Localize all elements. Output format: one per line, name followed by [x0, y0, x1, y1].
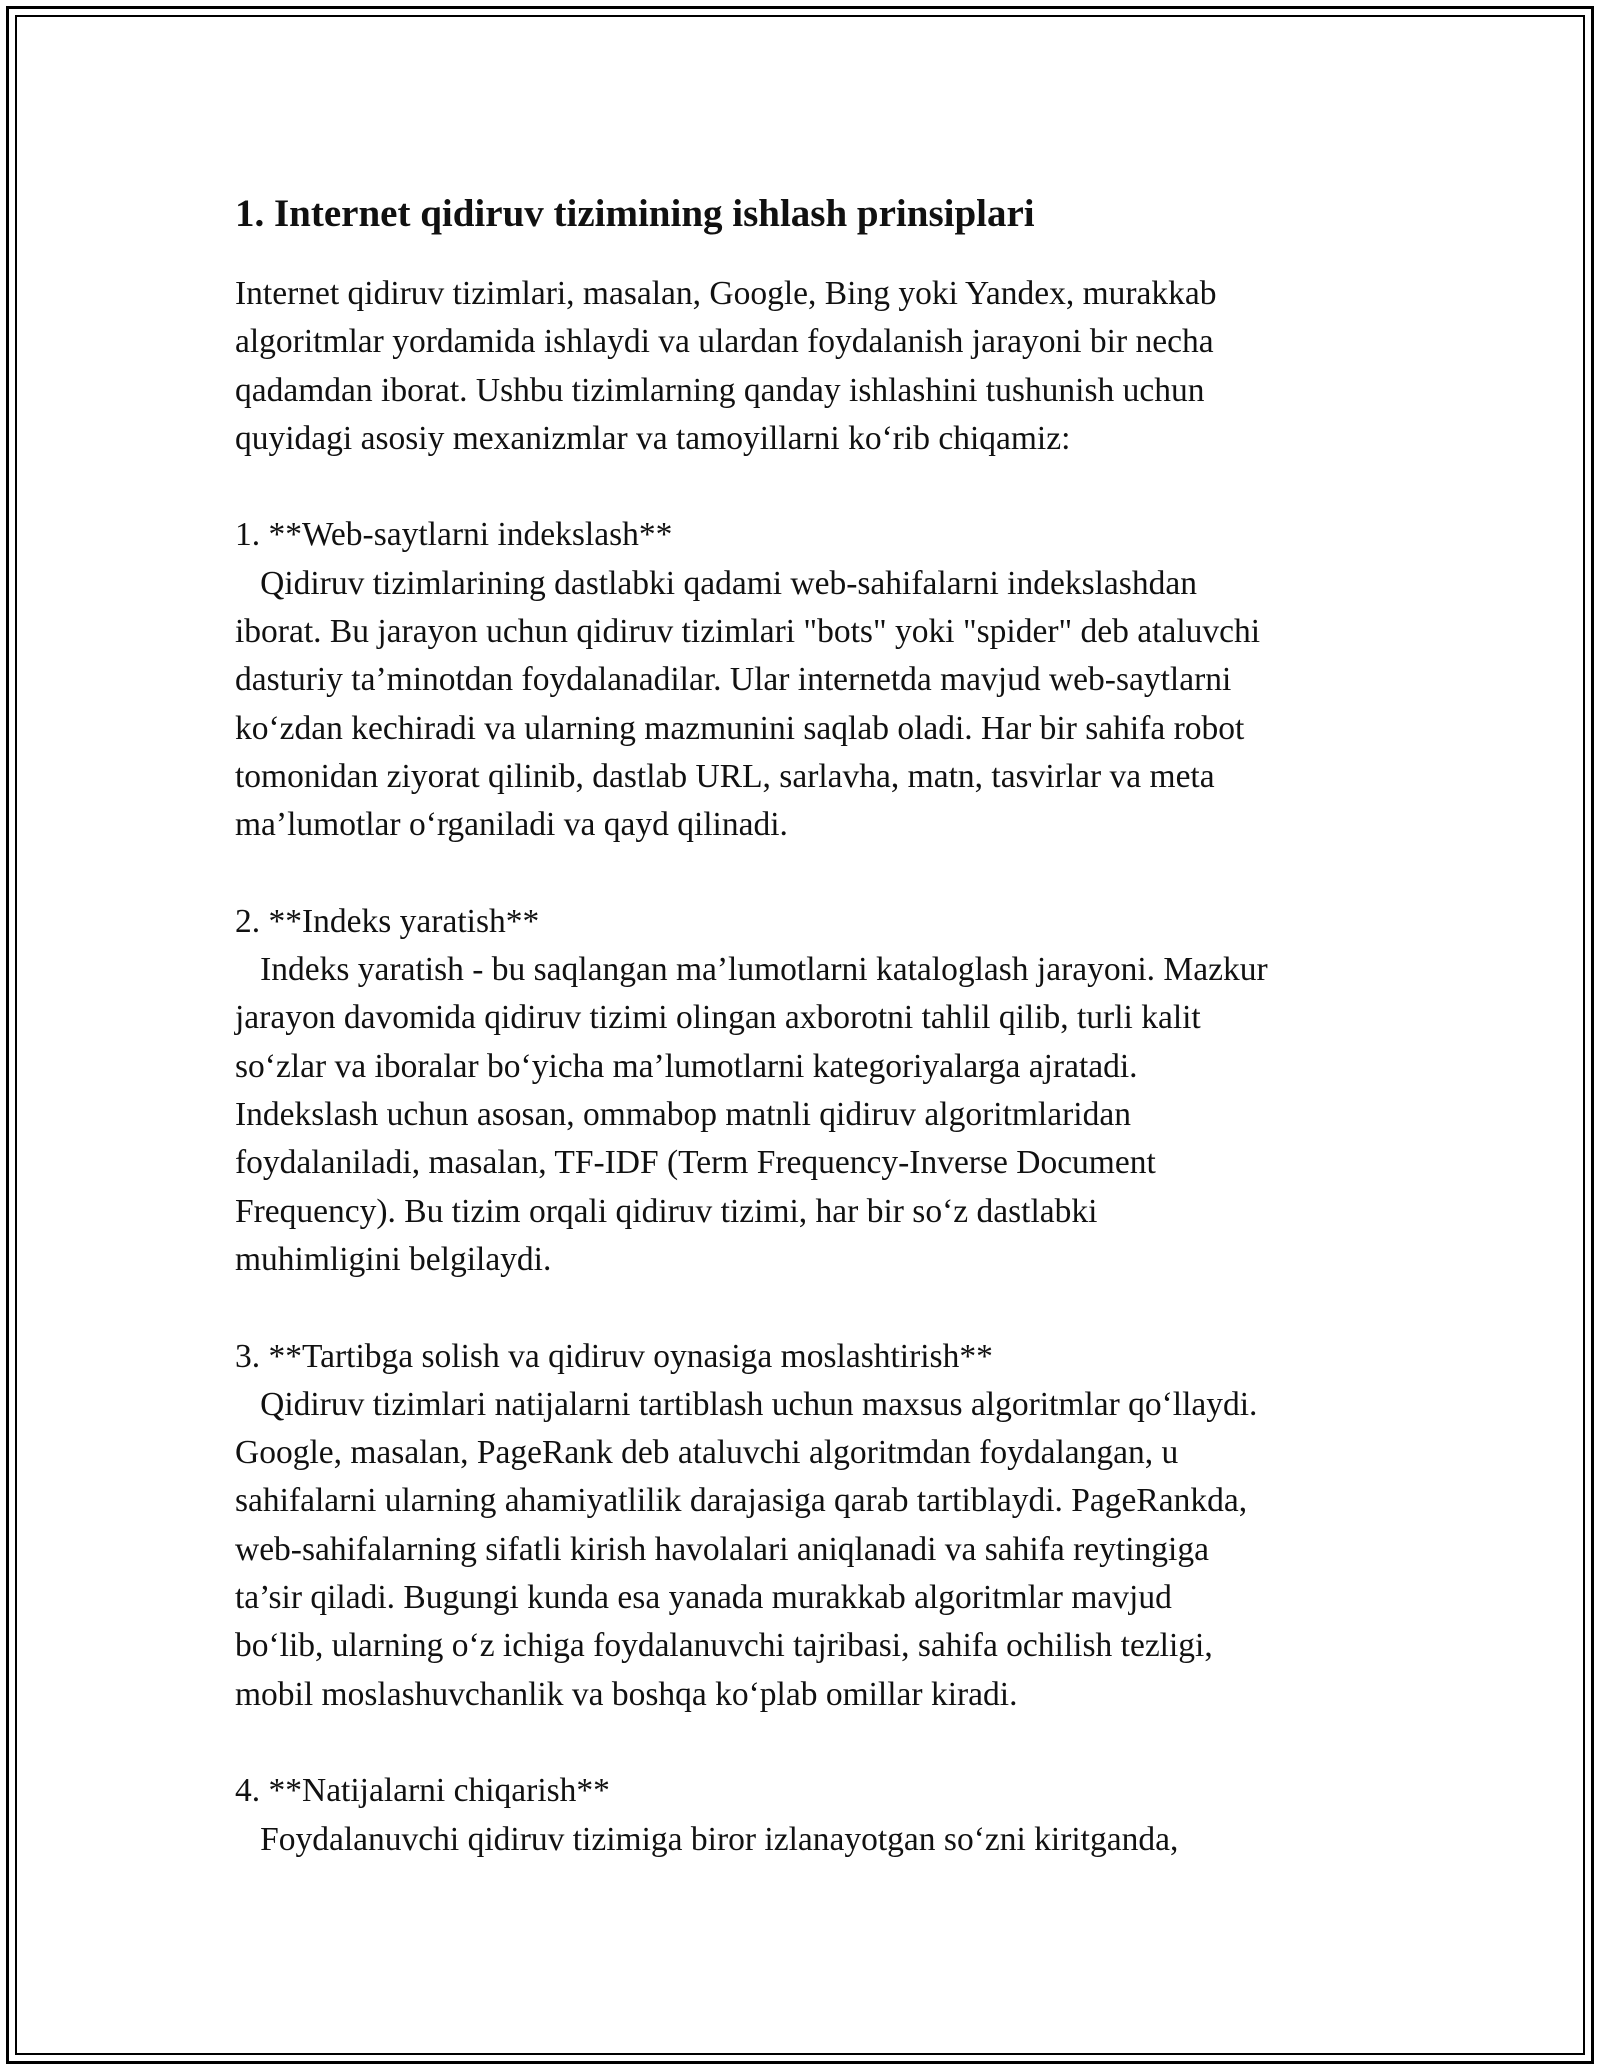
text-line: iborat. Bu jarayon uchun qidiruv tizimlari "bots" yoki "spider" deb ataluvchi [235, 613, 1261, 651]
text-line: Indeks yaratish - bu saqlangan ma’lumotlarni kataloglash jarayoni. Mazkur [235, 951, 1268, 989]
blank-line [235, 463, 1395, 511]
text-line: mobil moslashuvchanlik va boshqa ko‘plab omillar kiradi. [235, 1675, 1018, 1713]
text-line: Internet qidiruv tizimlari, masalan, Google, Bing yoki Yandex, murakkab [235, 275, 1217, 312]
section-heading: 1. **Web-saytlarni indekslash** [235, 516, 673, 554]
text-line: bo‘lib, ularning o‘z ichiga foydalanuvchi tajribasi, sahifa ochilish tezligi, [235, 1627, 1213, 1665]
blank-line [235, 1719, 1395, 1767]
text-line: quyidagi asosiy mexanizmlar va tamoyillarni ko‘rib chiqamiz: [235, 419, 1071, 457]
text-line: Indekslash uchun asosan, ommabop matnli qidiruv algoritmlaridan [235, 1096, 1131, 1134]
text-line: sahifalarni ularning ahamiyatlilik darajasiga qarab tartiblaydi. PageRankda, [235, 1482, 1248, 1520]
text-line: Google, masalan, PageRank deb ataluvchi algoritmdan foydalangan, u [235, 1434, 1179, 1472]
section-heading: 3. **Tartibga solish va qidiruv oynasiga moslashtirish** [235, 1337, 993, 1375]
section-index-creation [235, 898, 1395, 1284]
text-line: Qidiruv tizimlarining dastlabki qadami web-sahifalarni indekslashdan [235, 564, 1197, 602]
document-title: 1. Internet qidiruv tizimining ishlash prinsiplari [235, 192, 1035, 235]
text-line: tomonidan ziyorat qilinib, dastlab URL, sarlavha, matn, tasvirlar va meta [235, 757, 1215, 795]
intro-paragraph [235, 270, 1395, 463]
text-line: muhimligini belgilaydi. [235, 1240, 552, 1278]
text-line: ta’sir qiladi. Bugungi kunda esa yanada murakkab algoritmlar mavjud [235, 1579, 1172, 1617]
text-line: jarayon davomida qidiruv tizimi olingan axborotni tahlil qilib, turli kalit [235, 999, 1201, 1037]
section-heading: 4. **Natijalarni chiqarish** [235, 1772, 610, 1810]
text-line: Qidiruv tizimlari natijalarni tartiblash uchun maxsus algoritmlar qo‘llaydi. [235, 1385, 1258, 1423]
text-line: dasturiy ta’minotdan foydalanadilar. Ular internetda mavjud web-saytlarni [235, 661, 1232, 699]
blank-line [235, 1284, 1395, 1332]
text-line: Frequency). Bu tizim orqali qidiruv tizimi, har bir so‘z dastlabki [235, 1192, 1098, 1230]
text-line: so‘zlar va iboralar bo‘yicha ma’lumotlarni kategoriyalarga ajratadi. [235, 1047, 1138, 1085]
text-line: qadamdan iborat. Ushbu tizimlarning qanday ishlashini tushunish uchun [235, 371, 1205, 409]
text-line: foydalaniladi, masalan, TF-IDF (Term Frequency-Inverse Document [235, 1144, 1156, 1182]
section-web-indexing [235, 511, 1395, 849]
text-line: algoritmlar yordamida ishlaydi va ulardan foydalanish jarayoni bir necha [235, 323, 1214, 361]
text-line: ma’lumotlar o‘rganiladi va qayd qilinadi. [235, 806, 788, 844]
text-line: ko‘zdan kechiradi va ularning mazmunini saqlab oladi. Har bir sahifa robot [235, 709, 1245, 747]
section-ranking [235, 1333, 1395, 1719]
document-body [235, 186, 1395, 1864]
blank-line [235, 850, 1395, 898]
section-heading: 2. **Indeks yaratish** [235, 902, 540, 940]
section-results-output [235, 1767, 1395, 1864]
text-line: Foydalanuvchi qidiruv tizimiga biror izlanayotgan so‘zni kiritganda, [235, 1820, 1179, 1858]
text-line: web-sahifalarning sifatli kirish havolalari aniqlanadi va sahifa reytingiga [235, 1530, 1209, 1568]
